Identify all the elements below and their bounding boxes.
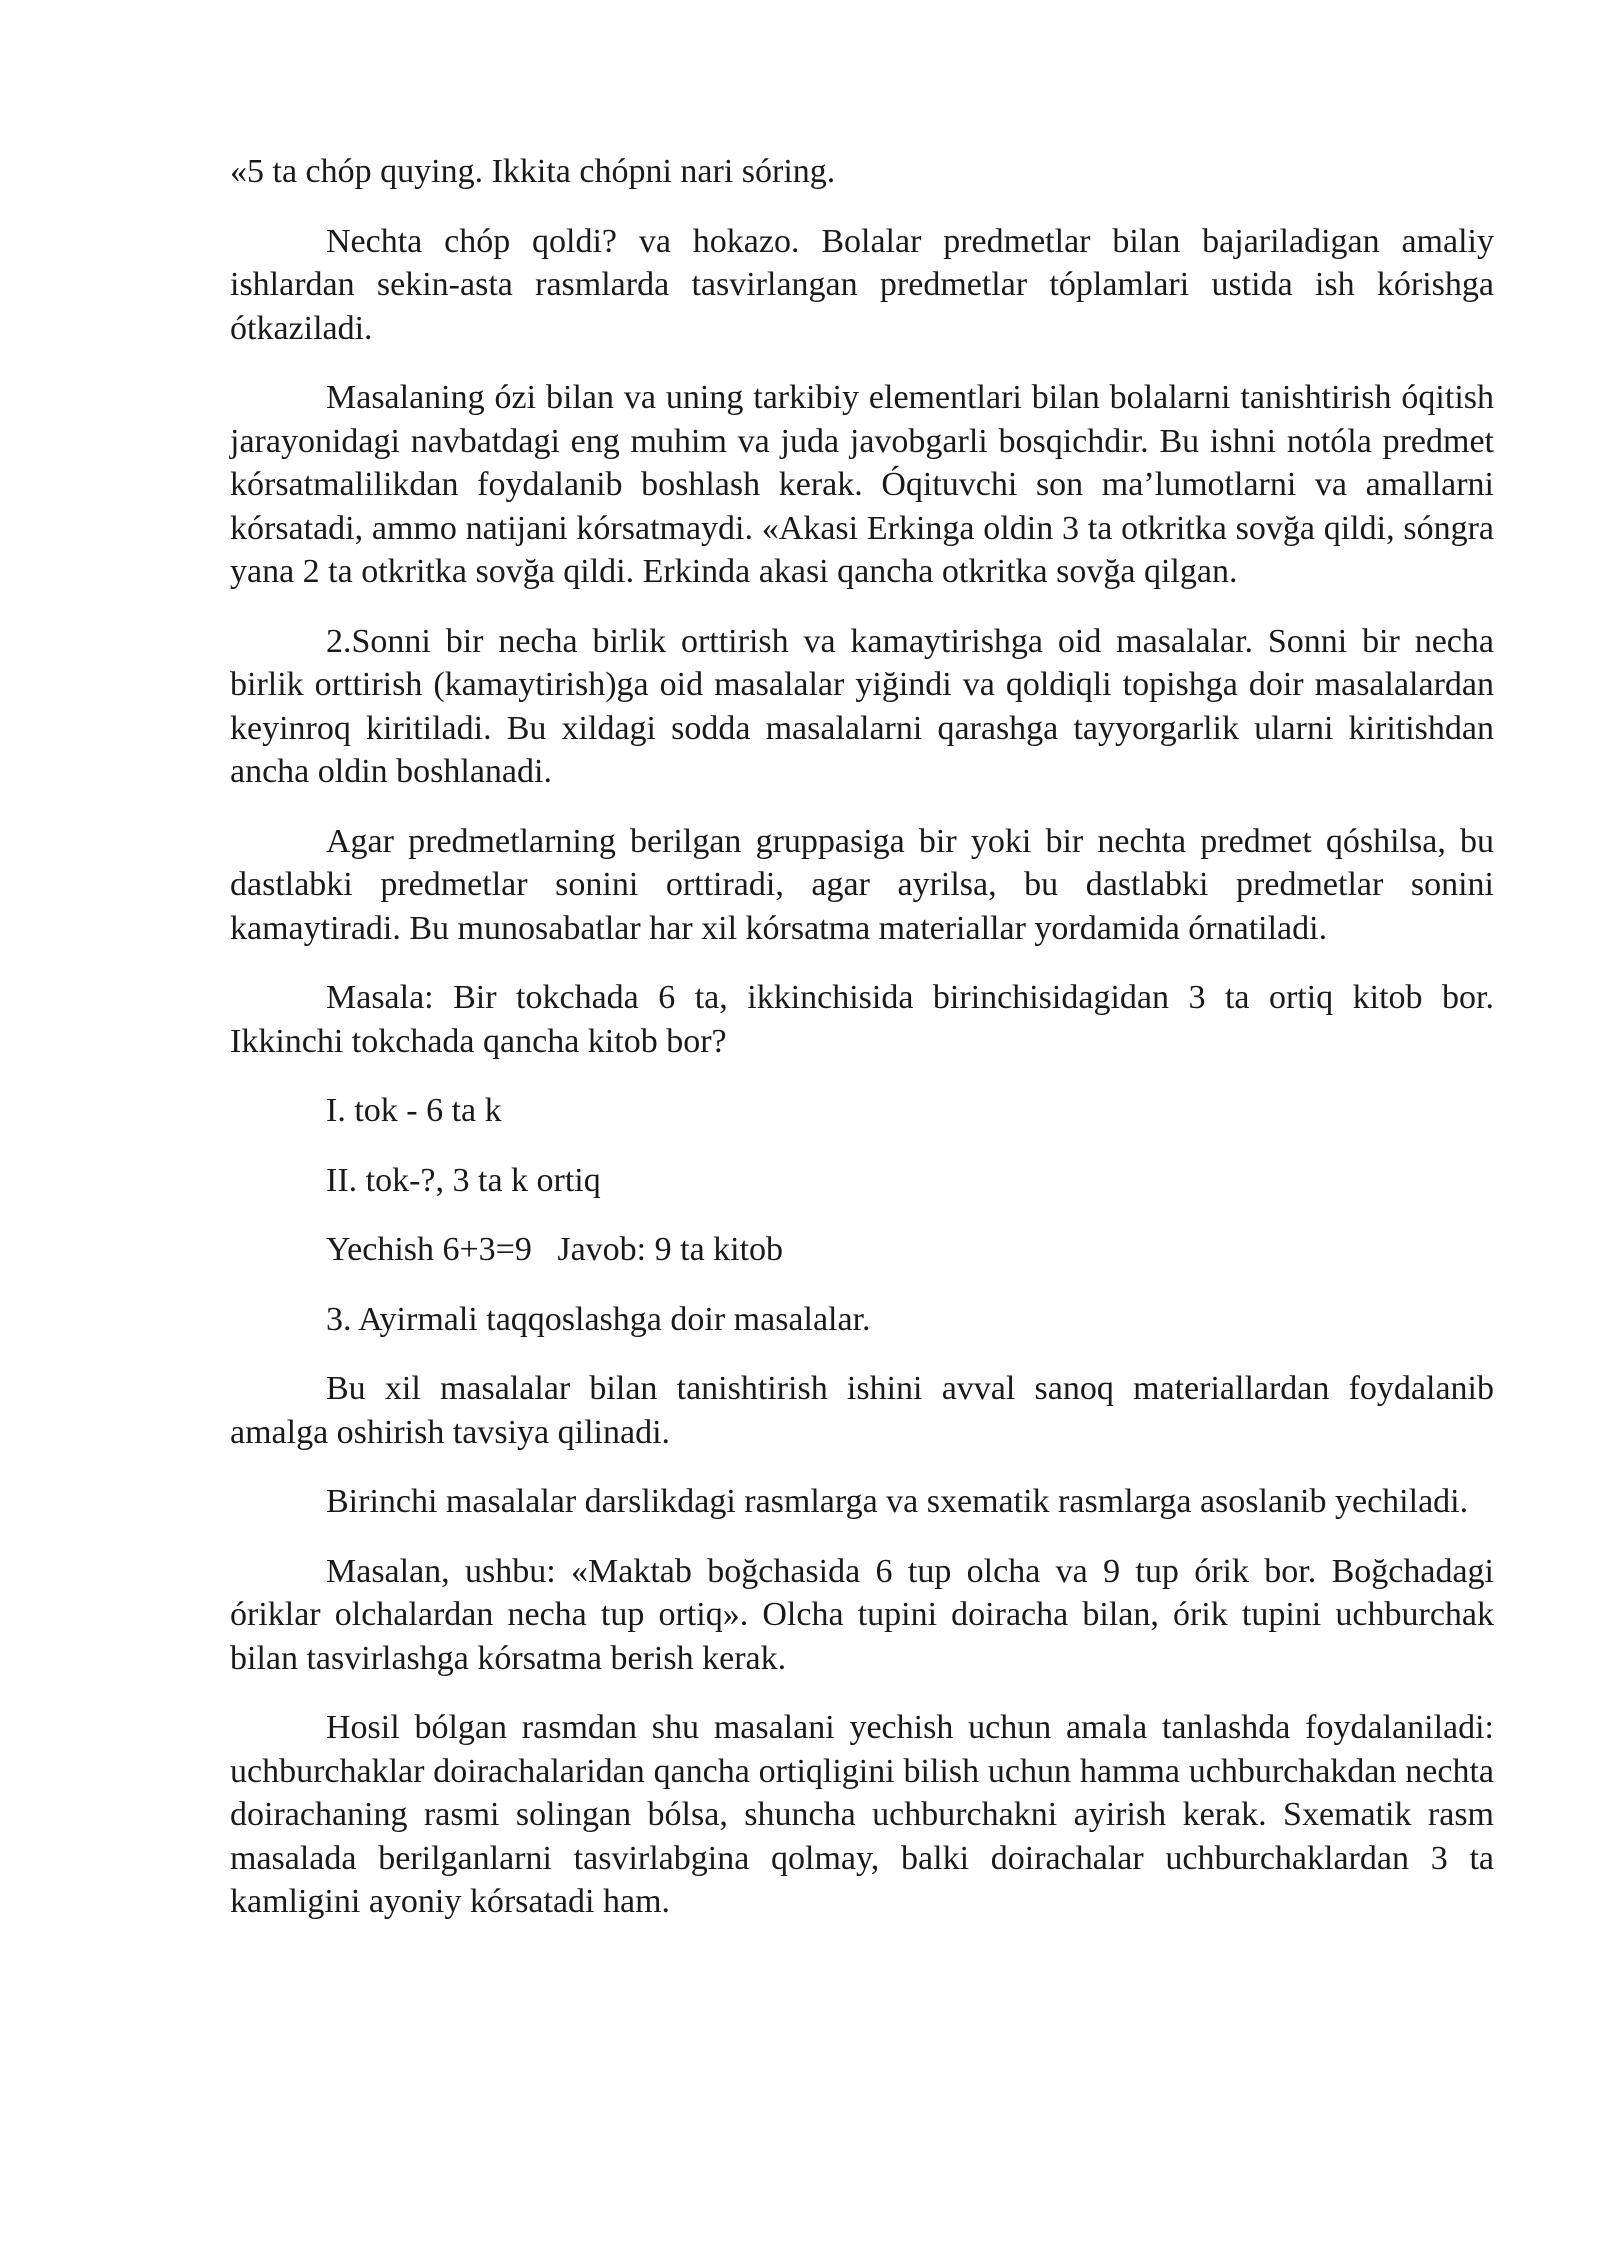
paragraph-problem-elements: Masalaning ózi bilan va uning tarkibiy elementlari bilan bolalarni tanishtirish óqitish jarayonidagi navbatdagi eng muhim va juda javobgarli bosqichdir. Bu ishni notóla predmet kórsatmalilikdan foydalanib boshlash kerak. Óqituvchi son ma’lumotlarni va amallarni kórsatadi, ammo natijani kórsatmaydi. «Akasi Erkinga oldin 3 ta otkritka sovğa qildi, sóngra yana 2 ta otkritka sovğa qildi. Erkinda akasi qancha otkritka sovğa qilgan.: [230, 379, 1494, 590]
solution-line: Yechish 6+3=9 Javob: 9 ta kitob: [326, 1231, 784, 1268]
paragraph-schematic-drawing: Hosil bólgan rasmdan shu masalani yechish uchun amala tanlashda foydalaniladi: uchburchaklar doirachalaridan qancha ortiqligini bilish uchun hamma uchburchakdan nechta doirachaning rasmi solingan bólsa, shuncha uchburchakni ayirish kerak. Sxematik rasm masalada berilganlarni tasvirlabgina qolmay, balki doirachalar uchburchaklardan 3 ta kamligini ayoniy kórsatadi ham.: [230, 1709, 1494, 1920]
paragraph-counting-materials: Bu xil masalalar bilan tanishtirish ishini avval sanoq materiallardan foydalanib amalga oshirish tavsiya qilinadi.: [230, 1370, 1494, 1451]
paragraph-practical-work: Nechta chóp qoldi? va hokazo. Bolalar predmetlar bilan bajariladigan amaliy ishlardan sekin-asta rasmlarda tasvirlangan predmetlar tóplamlari ustida ish kórishga ótkaziladi.: [230, 222, 1494, 347]
paragraph-problem-shelves: Masala: Bir tokchada 6 ta, ikkinchisida birinchisidagidan 3 ta ortiq kitob bor. Ikkinchi tokchada qancha kitob bor?: [230, 979, 1494, 1060]
paragraph-first-problems: Birinchi masalalar darslikdagi rasmlarga va sxematik rasmlarga asoslanib yechiladi.: [326, 1483, 1469, 1520]
section-heading-comparison: 3. Ayirmali taqqoslashga doir masalalar.: [326, 1300, 871, 1338]
paragraph-intro-line: «5 ta chóp quying. Ikkita chópni nari sóring.: [230, 153, 836, 190]
condition-line-2: II. tok-?, 3 ta k ortiq: [326, 1161, 601, 1199]
paragraph-garden-example: Masalan, ushbu: «Maktab boğchasida 6 tup olcha va 9 tup órik bor. Boğchadagi óriklar olchalardan necha tup ortiq». Olcha tupini doiracha bilan, órik tupini uchburchak bilan tasvirlashga kórsatma berish kerak.: [230, 1552, 1494, 1677]
paragraph-increase-decrease: 2.Sonni bir necha birlik orttirish va kamaytirishga oid masalalar. Sonni bir necha birlik orttirish (kamaytirish)ga oid masalalar yiğindi va qoldiqli topishga doir masalalardan keyinroq kiritiladi. Bu xildagi sodda masalalarni qarashga tayyorgarlik ularni kiritishdan ancha oldin boshlanadi.: [230, 622, 1494, 790]
document-page: [230, 150, 1494, 1950]
paragraph-groups: Agar predmetlarning berilgan gruppasiga bir yoki bir nechta predmet qóshilsa, bu dastlabki predmetlar sonini orttiradi, agar ayrilsa, bu dastlabki predmetlar sonini kamaytiradi. Bu munosabatlar har xil kórsatma materiallar yordamida órnatiladi.: [230, 822, 1494, 947]
condition-line-1: I. tok - 6 ta k: [326, 1092, 502, 1129]
